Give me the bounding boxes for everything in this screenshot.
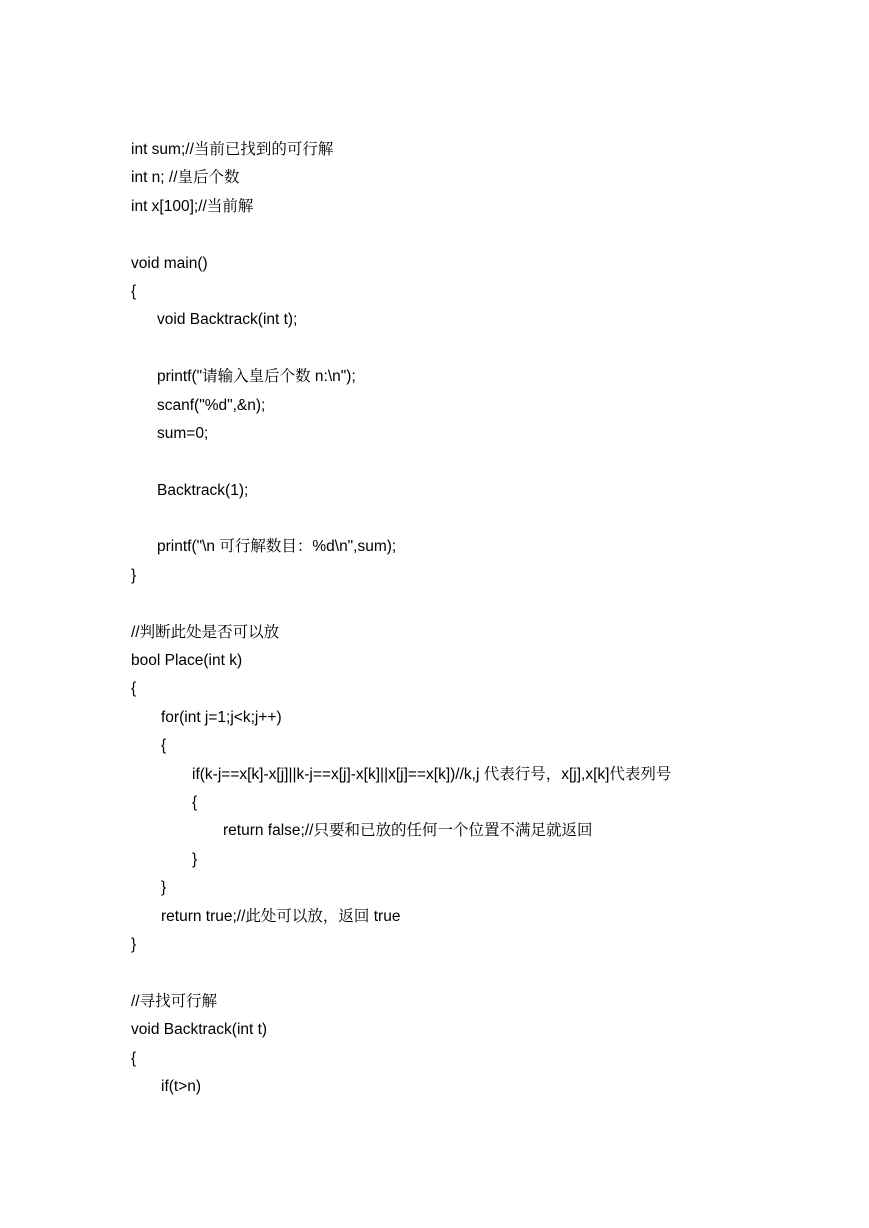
code-line-place-comment: //判断此处是否可以放 (131, 623, 280, 641)
code-line-return-true: return true;//此处可以放，返回 true (161, 907, 401, 925)
code-line-if-close-brace: } (192, 850, 198, 868)
code-line-backtrack-signature: void Backtrack(int t) (131, 1021, 268, 1039)
code-line-for-loop: for(int j=1;j<k;j++) (161, 708, 282, 726)
code-line-backtrack-declaration: void Backtrack(int t); (157, 311, 298, 329)
code-line-printf-result: printf("\n 可行解数目：%d\n",sum); (157, 538, 397, 556)
code-listing (131, 136, 851, 1101)
blank-line (131, 590, 851, 618)
code-line-printf-prompt: printf("请输入皇后个数 n:\n"); (157, 368, 356, 386)
code-line-if-open-brace: { (192, 793, 198, 811)
blank-line (131, 505, 851, 533)
code-line-global-n: int n; //皇后个数 (131, 169, 240, 187)
blank-line (131, 448, 851, 476)
code-line-sum-init: sum=0; (157, 424, 209, 442)
code-line-main-signature: void main() (131, 254, 208, 272)
code-line-if-condition: if(k-j==x[k]-x[j]||k-j==x[j]-x[k]||x[j]==x[k])//k,j 代表行号，x[j],x[k]代表列号 (192, 765, 672, 783)
code-line-if-t-greater-n: if(t>n) (161, 1077, 202, 1095)
code-line-for-open-brace: { (161, 737, 167, 755)
code-line-return-false: return false;//只要和已放的任何一个位置不满足就返回 (223, 822, 593, 840)
code-line-global-sum: int sum;//当前已找到的可行解 (131, 141, 334, 158)
blank-line (131, 335, 851, 363)
code-line-main-open-brace: { (131, 282, 137, 300)
code-line-backtrack-open-brace: { (131, 1049, 137, 1067)
code-line-scanf: scanf("%d",&n); (157, 396, 266, 414)
blank-line (131, 221, 851, 249)
code-line-backtrack-comment: //寻找可行解 (131, 992, 218, 1010)
code-line-place-open-brace: { (131, 680, 137, 698)
code-line-place-signature: bool Place(int k) (131, 652, 243, 670)
code-line-for-close-brace: } (161, 879, 167, 897)
code-line-main-close-brace: } (131, 566, 137, 584)
code-line-place-close-brace: } (131, 935, 137, 953)
blank-line (131, 959, 851, 987)
code-line-backtrack-call: Backtrack(1); (157, 481, 249, 499)
code-line-global-x: int x[100];//当前解 (131, 197, 254, 215)
